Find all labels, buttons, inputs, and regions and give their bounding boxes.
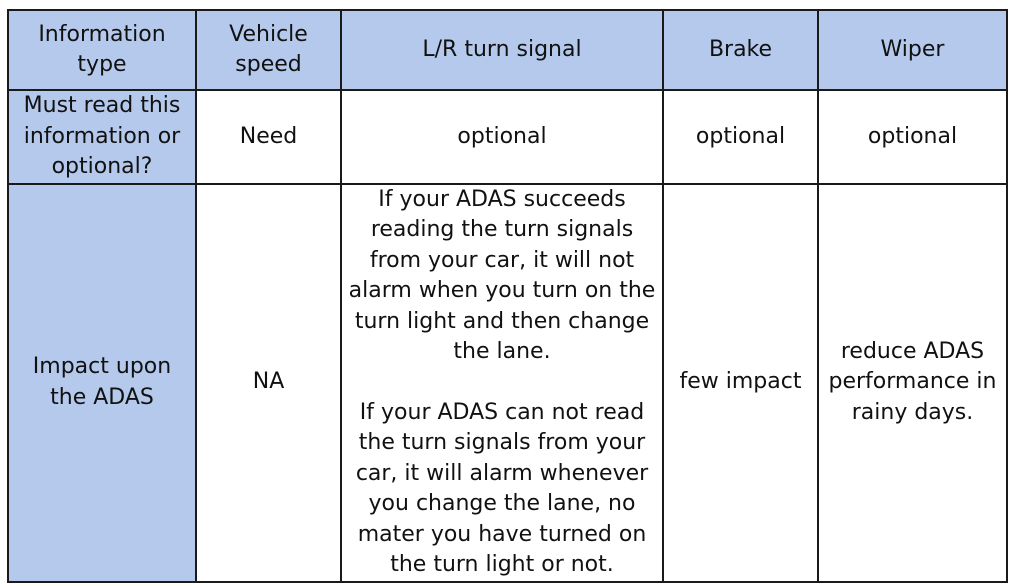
must-read-vehicle-speed-value: Need [239, 123, 298, 149]
must-read-wiper-value: optional [867, 123, 958, 149]
impact-vehicle-speed [196, 184, 341, 582]
impact-brake [663, 184, 818, 582]
header-brake-label: Brake [708, 36, 773, 62]
impact-brake-value: few impact [679, 369, 802, 395]
must-read-vehicle-speed [196, 90, 341, 184]
header-row [8, 10, 1007, 90]
impact-wiper [818, 184, 1007, 582]
must-read-wiper [818, 90, 1007, 184]
header-turn-signal-label: L/R turn signal [422, 36, 582, 62]
impact-vehicle-speed-value: NA [252, 369, 285, 395]
header-information-type [8, 10, 196, 90]
header-wiper [818, 10, 1007, 90]
must-read-turn-signal [341, 90, 663, 184]
impact-turn-signal-success-text: If your ADAS succeeds reading the turn signals from your car, it will not alarm when you turn on the turn light and then change the lane. [348, 186, 656, 364]
must-read-turn-signal-value: optional [457, 123, 547, 149]
must-read-row-label-text: Must read this information or optional? [23, 93, 181, 179]
header-wiper-label: Wiper [880, 36, 945, 62]
impact-wiper-value: reduce ADAS performance in rainy days. [828, 338, 997, 425]
impact-row [8, 184, 1007, 582]
must-read-brake-value: optional [695, 123, 786, 149]
impact-row-label-text: Impact upon the ADAS [32, 354, 172, 410]
must-read-brake [663, 90, 818, 184]
header-brake [663, 10, 818, 90]
impact-row-label [8, 184, 196, 582]
header-information-type-label: Information type [38, 21, 166, 77]
adas-info-table [7, 9, 1008, 583]
header-vehicle-speed [196, 10, 341, 90]
must-read-row [8, 90, 1007, 184]
impact-turn-signal-fail-text: If your ADAS can not read the turn signals from your car, it will alarm whenever you change the lane, no mater you have turned on the turn light or not. [355, 399, 649, 577]
paragraph-gap [348, 368, 656, 398]
impact-turn-signal [341, 184, 663, 582]
header-vehicle-speed-label: Vehicle speed [229, 21, 308, 77]
header-turn-signal [341, 10, 663, 90]
must-read-row-label [8, 90, 196, 184]
